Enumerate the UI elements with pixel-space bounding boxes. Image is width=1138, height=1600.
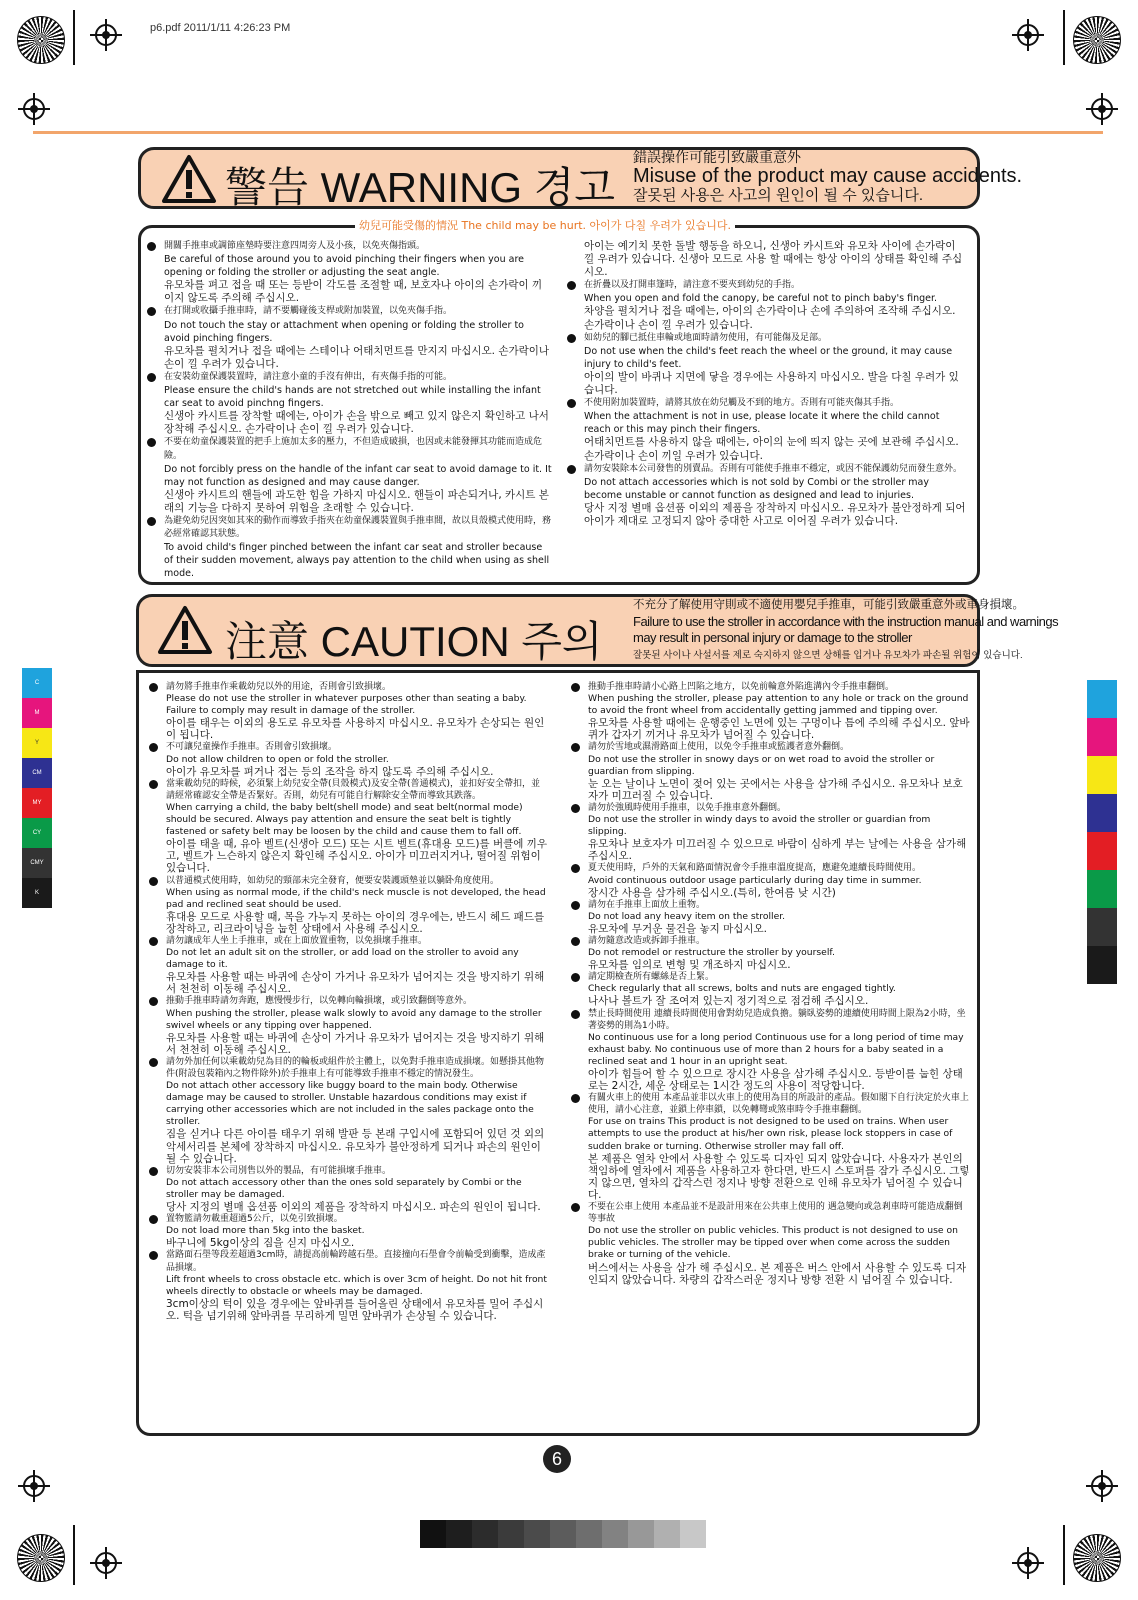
list-item [149, 875, 549, 935]
item-text-kr: 아이가 유모차를 펴거나 접는 등의 조작을 하지 않도록 주의해 주십시오. [166, 765, 494, 778]
crop-line [73, 1525, 75, 1585]
item-text-zh: 請勿將手推車作乘載幼兒以外的用途，否則會引致損壞。 [166, 682, 392, 692]
list-item [571, 802, 971, 862]
bullet-icon [571, 901, 580, 910]
caution-side-kr: 잘못된 사이나 사설서를 제로 숙지하지 않으면 상해를 입거나 유모차가 파손될 위험이 있습니다. [633, 650, 1023, 661]
bullet-icon [147, 373, 156, 382]
item-text-en: Do not load any heavy item on the stroller. [588, 910, 786, 922]
item-text-kr: 휴대용 모드로 사용할 때, 목을 가누지 못하는 아이의 경우에는, 반드시 헤드 패드를 장착하고, 리크라이닝을 눕힌 상태에서 사용해 주십시오. [166, 910, 545, 935]
bullet-icon [149, 780, 158, 789]
list-item [567, 463, 967, 528]
item-text-kr: 신생아 카시트의 핸들에 과도한 힘을 가하지 마십시오. 핸들이 파손되거나, 카시트 본래의 기능을 다하지 못하여 위험을 초래할 수 있습니다. [164, 488, 549, 514]
bullet-icon [571, 937, 580, 946]
item-text-kr: 유모차를 펼치거나 접을 때에는 스테이나 어태치먼트를 만지지 마십시오. 손가락이나 손이 낄 우려가 있습니다. [164, 344, 550, 370]
item-text-kr: 눈 오는 날이나 노면이 젖어 있는 곳에서는 사용을 삼가해 주십시오. 유모차나 보호자가 미끄러질 수 있습니다. [588, 777, 963, 802]
bullet-icon [567, 399, 576, 408]
bullet-icon [571, 973, 580, 982]
item-text-kr: 바구니에 5kg이상의 짐을 싣지 마십시오. [166, 1237, 355, 1250]
list-item [571, 862, 971, 898]
item-text-zh: 請勿於雪地或濕滑路面上使用，以免令手推車或監護者意外翻倒。 [588, 742, 850, 753]
bullet-icon [149, 1058, 158, 1067]
list-item [147, 515, 552, 580]
item-text-kr: 아이가 힘들어 할 수 있으므로 장시간 사용을 삼가해 주십시오. 등받이를 눕힌 상태로는 2시간, 세운 상태로는 1시간 정도의 사용이 적당합니다. [588, 1068, 963, 1093]
bullet-icon [571, 1010, 580, 1019]
bullet-icon [149, 1251, 158, 1260]
item-text-kr: 유모차를 임의로 변형 및 개조하지 마십시오. [588, 959, 791, 972]
bullet-icon [567, 334, 576, 343]
item-text-zh: 當乘載幼兒的時候，必須緊上幼兒安全帶(貝殼模式)及安全帶(普通模式)，並扣好安全帶扣，並請經常確認安全帶是否緊好。否則，幼兒有可能自行解除安全帶而導致其跌落。 [166, 778, 541, 801]
item-text-en: Lift front wheels to cross obstacle etc. which is over 3cm of height. Do not hit front wheels directly to obstacle or wheels may be damaged. [166, 1273, 547, 1297]
item-text-kr: 유모차를 사용할 때에는 운행중인 노면에 있는 구멍이나 틈에 주의해 주십시오. 앞바퀴가 갑자기 끼거나 유모차가 넘어질 수 있습니다. [588, 717, 970, 742]
item-text-en: When pushing the stroller, please pay attention to any hole or track on the ground to avoid the front wheel from accidentally getting jammed and tipping over. [588, 693, 969, 717]
item-text-en: Do not use the stroller in windy days to avoid the stroller or guardian from slipping. [588, 814, 931, 838]
item-text-kr: 본 제품은 열차 안에서 사용할 수 있도록 디자인 되지 않았습니다. 사용자가 본인의 책임하에 열차에서 제품을 사용하고자 한다면, 반드시 스토퍼를 잠가 주십시오. 그렇지 않으면, 열차의 갑작스런 정지나 방향 전환으로 인해 유모차가 넘어질 수 있습니다. [588, 1152, 970, 1201]
list-item [571, 971, 971, 1007]
item-text-en: Do not forcibly press on the handle of the infant car seat to avoid damage to it. It may not function as designed and may cause danger. [164, 463, 552, 488]
item-text-kr: 나사나 볼트가 잘 조여져 있는지 정기적으로 점검해 주십시오. [588, 995, 869, 1008]
item-text-en: For use on trains This product is not designed to be used on trains. When user attempts to use the product at his/her own risk, please lock stoppers in case of sudden brake or turning. Otherwise stroller may fall off. [588, 1116, 953, 1152]
item-text-zh: 切勿安裝非本公司別售以外的製品，有可能損壞手推車。 [166, 1165, 392, 1176]
bullet-icon [571, 743, 580, 752]
grey-step [498, 1520, 524, 1548]
crop-line [1063, 1525, 1065, 1585]
color-swatch: CM [22, 758, 52, 788]
item-text-kr: 버스에서는 사용을 삼가 해 주십시오. 본 제품은 버스 안에서 사용할 수 있도록 디자인되지 않았습니다. 차량의 갑작스러운 정지나 방향 전환 시 넘어질 수 있습니다. [588, 1261, 967, 1286]
grey-step [576, 1520, 602, 1548]
list-item [147, 436, 552, 515]
color-bar-left [22, 668, 52, 908]
item-text-zh: 當路面石壆等段差超過3cm時，請提高前輪跨越石壆。直接撞向石壆會令前輪受到衝擊，造成產品損壞。 [166, 1250, 546, 1273]
item-text-zh: 請勿讓成年人坐上手推車，或在上面放置重物，以免損壞手推車。 [166, 935, 428, 946]
grey-step [420, 1520, 446, 1548]
starburst-mark-top-left [17, 16, 65, 64]
item-text-en: Do not use the stroller on public vehicles. This product is not designed to use on public vehicles. The stroller may be tipped over when come across the sudden brake or turning of the vehicle. [588, 1225, 958, 1261]
item-text-zh: 禁止長時間使用 連續長時間使用會對幼兒造成負擔。躺臥姿勢的連續使用時間上限為2小時，坐著姿勢的則為1小時。 [588, 1008, 966, 1031]
starburst-mark-top-right [1073, 16, 1121, 64]
item-text-zh: 不要在公車上使用 本產品並不是設計用來在公共車上使用的 遇急變向或急剎車時可能造成翻倒等事故 [588, 1202, 963, 1225]
list-item [149, 935, 549, 995]
list-item [571, 1092, 971, 1201]
item-text-zh: 請勿於強風時使用手推車，以免手推車意外翻倒。 [588, 802, 787, 813]
bullet-icon [567, 465, 576, 474]
item-text-zh: 請勿在手推車上面放上重物。 [588, 899, 706, 910]
page-number: 6 [543, 1445, 571, 1473]
registration-mark-icon [18, 93, 50, 125]
list-item [567, 240, 967, 279]
color-swatch [1087, 756, 1117, 794]
item-text-kr: 신생아 카시트를 장착할 때에는, 아이가 손을 밖으로 빼고 있지 않은지 확인하고 나서 장착해 주십시오. 손가락이나 손이 낄 우려가 있습니다. [164, 410, 549, 436]
item-text-zh: 不可讓兒童操作手推車。否則會引致損壞。 [166, 742, 338, 753]
item-text-en: No continuous use for a long period Continuous use for a long period of time may exhaust baby. No continuous use of more than 2 hours for a baby seated in a reclined seat and 1 hour in an upright seat. [588, 1031, 964, 1067]
item-text-en: Do not load more than 5kg into the basket. [166, 1225, 365, 1237]
item-text-kr: 유모차를 사용할 때는 바퀴에 손상이 가거나 유모차가 넘어지는 것을 방지하기 위해서 천천히 이동해 주십시오. [166, 1031, 545, 1056]
crop-line [1063, 10, 1065, 65]
color-swatch: C [22, 668, 52, 698]
bullet-icon [149, 997, 158, 1006]
bullet-icon [571, 864, 580, 873]
bullet-icon [571, 1203, 580, 1212]
bullet-icon [149, 683, 158, 692]
warning-side-kr: 잘못된 사용은 사고의 원인이 될 수 있습니다. [633, 187, 923, 204]
caution-side-en1: Failure to use the stroller in accordance with the instruction manual and warnings [633, 614, 1059, 629]
item-text-en: Do not attach other accessory like buggy board to the main body. Otherwise damage may be caused to stroller. Unstable hazardous conditions may exist if carrying other accessories which are not included in the sales package onto the stroller. [166, 1080, 534, 1128]
warning-banner [138, 147, 1023, 211]
item-text-kr: 짐을 싣거나 다른 아이를 태우기 위해 발판 등 본래 구입시에 포함되어 있던 것 외의 악세서리를 본체에 장착하지 마십시오. 유모차가 불안정하게 되거나 파손의 원인이 될 수 있습니다. [166, 1128, 545, 1165]
item-text-en: Be careful of those around you to avoid pinching their fingers when you are opening or folding the stroller or adjusting the seat angle. [164, 254, 525, 279]
registration-mark-icon [1012, 1547, 1044, 1579]
item-text-zh: 開關手推車或調節座墊時要注意四周旁人及小孩，以免夾傷指頭。 [164, 241, 426, 251]
grey-step [680, 1520, 706, 1548]
item-text-zh: 推動手推車時請小心路上凹陷之地方，以免前輪意外陷進溝內令手推車翻倒。 [588, 682, 895, 692]
item-text-en: Do not attach accessories which is not sold by Combi or the stroller may become unstable or cannot function as designed and lead to injuries. [584, 476, 929, 501]
grey-step [472, 1520, 498, 1548]
list-item [571, 1008, 971, 1093]
color-swatch: Y [22, 728, 52, 758]
list-item [571, 935, 971, 971]
item-text-zh: 推動手推車時請勿奔跑，應慢慢步行，以免轉向輪損壞，或引致翻倒等意外。 [166, 996, 473, 1007]
warning-right-column [567, 240, 967, 528]
item-text-kr: 3cm이상의 턱이 있을 경우에는 앞바퀴를 들어올린 상태에서 유모차를 밀어 주십시오. 턱을 넘기위해 앞바퀴를 무리하게 밀면 앞바퀴가 손상될 수 있습니다. [166, 1297, 544, 1322]
list-item [567, 279, 967, 331]
registration-mark-icon [1086, 1470, 1118, 1502]
list-item [571, 681, 971, 741]
caution-side-en2: may result in personal injury or damage to the stroller [633, 630, 912, 645]
warning-side-zh: 錯誤操作可能引致嚴重意外 [633, 149, 801, 165]
item-text-kr: 어태치먼트를 사용하지 않을 때에는, 아이의 눈에 띄지 않는 곳에 보관해 주십시오. 손가락이나 손이 끼일 우려가 있습니다. [584, 436, 959, 462]
item-text-en: To avoid child's finger pinched between the infant car seat and stroller because of their sudden movement, always pay attention to the child when using as shell mode. [164, 542, 550, 580]
item-text-zh: 請定期檢查所有螺絲是否上緊。 [588, 972, 715, 983]
color-swatch: MY [22, 788, 52, 818]
item-text-en: Do not use the stroller in snowy days or on wet road to avoid the stroller or guardian from slipping. [588, 753, 935, 777]
item-text-zh: 在安裝幼童保護裝置時，請注意小童的手沒有伸出，有夾傷手指的可能。 [164, 371, 453, 382]
list-item [149, 995, 549, 1055]
warning-title: 警告 WARNING 경고 [225, 164, 615, 211]
grey-step [602, 1520, 628, 1548]
item-text-zh: 以普通模式使用時，如幼兒的頸部未完全發育，便要安裝護頭墊並以躺卧角度使用。 [166, 875, 500, 886]
item-text-kr: 유모차나 보호자가 미끄러질 수 있으므로 바람이 심하게 부는 날에는 사용을 삼가해 주십시오. [588, 838, 967, 863]
item-text-kr: 차양을 펼치거나 접을 때에는, 아이의 손가락이나 손에 주의하여 조작해 주십시오. 손가락이나 손이 낄 우려가 있습니다. [584, 305, 956, 331]
bullet-icon [147, 242, 156, 251]
bullet-icon [571, 804, 580, 813]
crop-line [73, 10, 75, 65]
caution-left-column [149, 681, 549, 1322]
item-text-en: When carrying a child, the baby belt(shell mode) and seat belt(normal mode) should be secured. Always pay attention and ensure the seat belt is tightly fastened or safety belt may be loosen by the child and cause them to fall off. [166, 801, 523, 838]
item-text-en: Do not allow children to open or fold the stroller. [166, 753, 389, 765]
item-text-zh: 請勿外加任何以乘載幼兒為目的的輪板或組件於主體上，以免對手推車造成損壞。如懸掛其他物件(附設包裝箱內之物件除外)於手推車上有可能導致手推車不穩定的情況發生。 [166, 1056, 545, 1079]
item-text-en: Please do not use the stroller in whatever purposes other than seating a baby. Failure to comply may result in damage of the stroller. [166, 693, 527, 717]
item-text-zh: 不要在幼童保護裝置的把手上施加太多的壓力，不但造成破損，也因或未能發揮其功能而造成危險。 [164, 437, 543, 461]
item-text-en: Do not use when the child's feet reach the wheel or the ground, it may cause injury to child's feet. [584, 345, 953, 370]
list-item [149, 1213, 549, 1249]
color-swatch [1087, 946, 1117, 984]
grey-step-bar [420, 1520, 706, 1548]
color-swatch: K [22, 878, 52, 908]
warning-box [138, 225, 980, 585]
color-swatch: M [22, 698, 52, 728]
item-text-zh: 如幼兒的腳已抵住車輪或地面時請勿使用，有可能傷及足部。 [584, 332, 828, 343]
item-text-kr: 아이를 태울 때, 유아 벨트(신생아 모드) 또는 시트 벨트(휴대용 모드)를 버클에 끼우고, 벨트가 느슨하지 않은지 확인해 주십시오. 아이가 미끄러지거나, 떨어질 위험이 있습니다. [166, 838, 548, 875]
caution-box [136, 670, 980, 1436]
list-item [147, 371, 552, 436]
list-item [149, 1056, 549, 1165]
registration-mark-icon [90, 1547, 122, 1579]
item-text-en: Do not remodel or restructure the stroller by yourself. [588, 947, 835, 959]
bullet-icon [147, 438, 156, 447]
bullet-icon [147, 517, 156, 526]
list-item [149, 681, 549, 741]
bullet-icon [149, 743, 158, 752]
list-item [567, 397, 967, 462]
bullet-icon [571, 1094, 580, 1103]
grey-step [550, 1520, 576, 1548]
bullet-icon [149, 1215, 158, 1224]
color-swatch [1087, 794, 1117, 832]
bullet-icon [147, 307, 156, 316]
list-item [571, 1201, 971, 1286]
grey-step [446, 1520, 472, 1548]
caution-banner [136, 594, 1059, 667]
list-item [149, 741, 549, 777]
item-text-kr: 유모차에 무거운 물건을 놓지 마십시오. [588, 922, 767, 935]
starburst-mark-bottom-left [17, 1534, 65, 1582]
bullet-icon [567, 281, 576, 290]
item-text-en: When pushing the stroller, please walk slowly to avoid any damage to the stroller swivel wheels or any tipping over happened. [166, 1007, 542, 1031]
item-text-zh: 夏天使用時，戶外的天氣和路面情況會令手推車溫度提高，應避免連續長時間使用。 [588, 863, 922, 874]
orange-rule [33, 131, 1103, 134]
caution-side-zh: 不充分了解使用守則或不適使用嬰兒手推車，可能引致嚴重意外或車身損壞。 [633, 599, 1024, 611]
item-text-zh: 置物籃請勿載重超過5公斤，以免引致損壞。 [166, 1214, 343, 1225]
item-text-zh: 請勿安裝除本公司發售的別賣品。否則有可能使手推車不穩定，或因不能保護幼兒而發生意外。 [584, 463, 963, 474]
registration-mark-icon [1086, 93, 1118, 125]
list-item [149, 778, 549, 875]
bullet-icon [571, 683, 580, 692]
color-swatch: CMY [22, 848, 52, 878]
warning-left-column [147, 240, 552, 580]
caution-title: 注意 CAUTION 주의 [225, 618, 603, 665]
item-text-zh: 在折疊以及打開車篷時，請注意不要夾到幼兒的手指。 [584, 280, 801, 291]
list-item [567, 332, 967, 397]
item-text-en: When the attachment is not in use, please locate it where the child cannot reach or this may pinch their fingers. [584, 411, 940, 436]
item-text-en: Check regularly that all screws, bolts and nuts are engaged tightly. [588, 983, 896, 995]
item-text-en: Do not attach accessory other than the ones sold separately by Combi or the stroller may be damaged. [166, 1176, 522, 1200]
warning-triangle-icon [161, 154, 217, 204]
item-text-kr: 아이는 예기치 못한 돌발 행동을 하오니, 신생아 카시트와 유모차 사이에 손가락이 낄 우려가 있습니다. 신생아 모드로 사용 할 때에는 항상 아이의 상태를 확인해 주십시오. [584, 240, 963, 279]
color-swatch [1087, 870, 1117, 908]
warning-side-en: Misuse of the product may cause accidents. [633, 165, 1023, 187]
color-swatch [1087, 832, 1117, 870]
grey-step [524, 1520, 550, 1548]
bullet-icon [149, 937, 158, 946]
item-text-kr: 당사 지정 별매 옵션품 이외의 제품을 장착하지 마십시오. 유모차가 불안정하게 되어 아이가 제대로 고정되지 않아 중대한 사고로 이어질 우려가 있습니다. [584, 501, 966, 527]
item-text-kr: 아이를 태우는 이외의 용도로 유모차를 사용하지 마십시오. 유모차가 손상되는 원인이 됩니다. [166, 717, 545, 742]
item-text-en: When you open and fold the canopy, be careful not to pinch baby's finger. [584, 293, 938, 305]
item-text-zh: 請勿隨意改造或拆卸手推車。 [588, 935, 706, 946]
item-text-en: Avoid continuous outdoor usage particularly during day time in summer. [588, 874, 922, 886]
list-item [149, 1165, 549, 1213]
item-text-kr: 유모차를 사용할 때는 바퀴에 손상이 가거나 유모차가 넘어지는 것을 방지하기 위해서 천천히 이동해 주십시오. [166, 971, 545, 996]
file-info: p6.pdf 2011/1/11 4:26:23 PM [150, 22, 291, 34]
grey-step [654, 1520, 680, 1548]
item-text-zh: 有關火車上的使用 本產品並非以火車上的使用為目的所設計的產品。假如閣下自行決定於火車上使用，請小心注意，並鎖上停車鎖，以免轉彎或煞車時令手推車翻倒。 [588, 1093, 969, 1116]
grey-step [628, 1520, 654, 1548]
color-bar-right [1087, 680, 1117, 984]
list-item [147, 305, 552, 370]
item-text-kr: 아이의 발이 바퀴나 지면에 닿을 경우에는 사용하지 마십시오. 발을 다칠 우려가 있습니다. [584, 370, 959, 397]
item-text-zh: 為避免幼兒因突如其來的動作而導致手指夾在幼童保護裝置與手推車間，故以貝殼模式使用時，務必經常確認其狀態。 [164, 515, 552, 540]
caution-triangle-icon [157, 605, 213, 655]
color-swatch [1087, 718, 1117, 756]
list-item [149, 1249, 549, 1322]
list-item [571, 741, 971, 801]
item-text-en: Do not let an adult sit on the stroller, or add load on the stroller to avoid any damage to it. [166, 947, 519, 971]
item-text-en: Please ensure the child's hands are not stretched out while installing the infant car seat to avoid pinchng fingers. [164, 385, 541, 410]
item-text-kr: 당사 지정의 별매 옵션품 이외의 제품을 장착하지 마십시오. 파손의 원인이 됩니다. [166, 1201, 541, 1214]
item-text-en: When using as normal mode, if the child's neck muscle is not developed, the head pad and reclined seat should be used. [166, 886, 546, 910]
warning-subtitle: 幼兒可能受傷的情況 The child may be hurt. 아이가 다칠 우려가 있습니다. [355, 217, 735, 233]
bullet-icon [149, 877, 158, 886]
item-text-zh: 不使用附加裝置時，請將其放在幼兒觸及不到的地方。否則有可能夾傷其手指。 [584, 398, 900, 409]
starburst-mark-bottom-right [1073, 1534, 1121, 1582]
registration-mark-icon [90, 19, 122, 51]
item-text-zh: 在打開或收攝手推車時，請不要觸碰後支桿或附加裝置，以免夾傷手指。 [164, 306, 453, 317]
color-swatch [1087, 908, 1117, 946]
registration-mark-icon [1012, 19, 1044, 51]
color-swatch [1087, 680, 1117, 718]
bullet-icon [149, 1167, 158, 1176]
list-item [571, 899, 971, 935]
registration-mark-icon [18, 1470, 50, 1502]
color-swatch: CY [22, 818, 52, 848]
list-item [147, 240, 552, 305]
caution-right-column [571, 681, 971, 1286]
item-text-en: Do not touch the stay or attachment when opening or folding the stroller to avoid pinching fingers. [164, 319, 524, 344]
item-text-kr: 유모차를 펴고 접을 때 또는 등받이 각도를 조절할 때, 보호자나 아이의 손가락이 끼이지 않도록 주의해 주십시오. [164, 279, 543, 305]
item-text-kr: 장시간 사용을 삼가해 주십시오.(특히, 한여름 낮 시간) [588, 886, 836, 899]
